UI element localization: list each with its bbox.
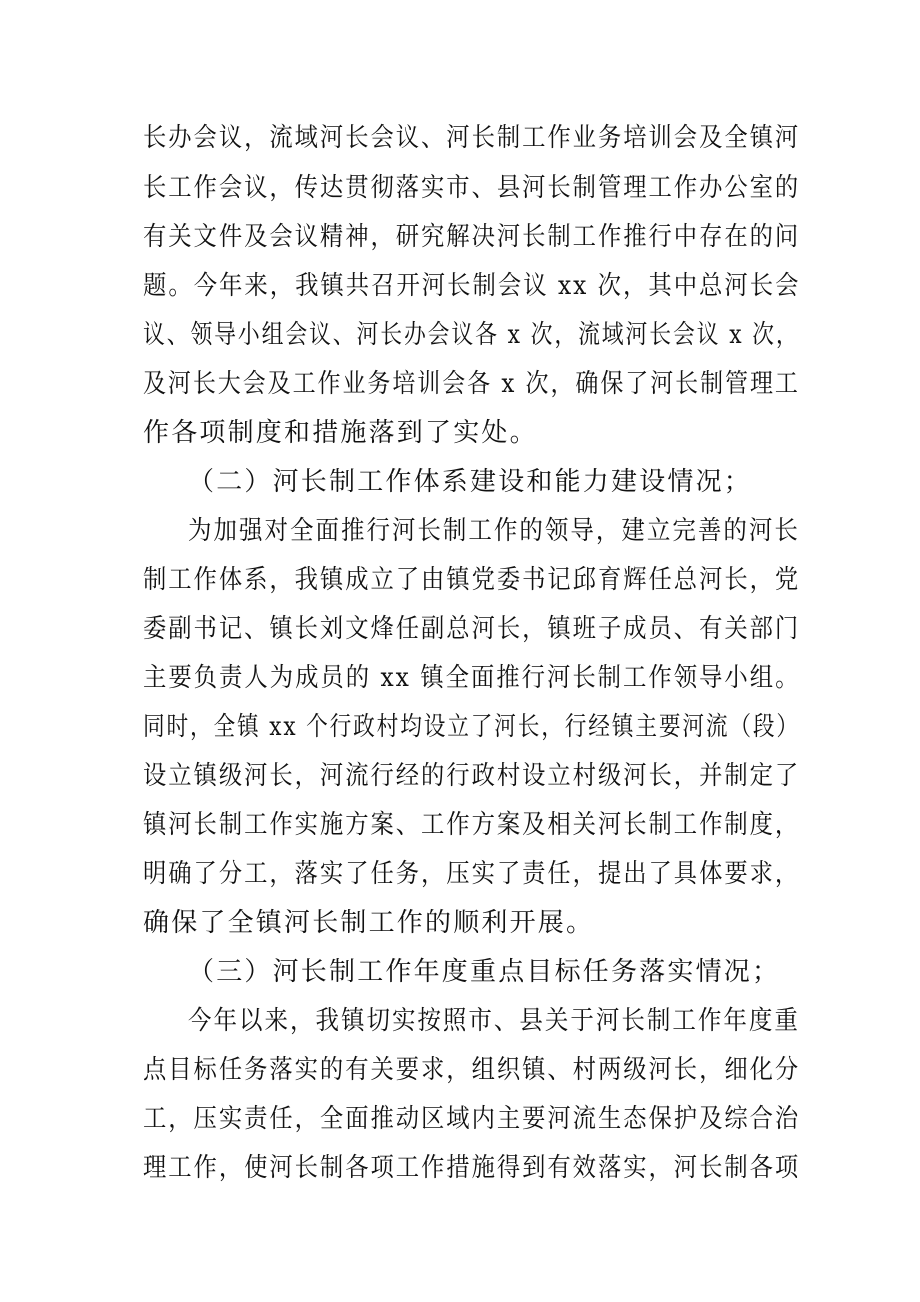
text-line: 长工作会议，传达贯彻落实市、县河长制管理工作办公室的 xyxy=(143,173,801,203)
text-line: 议、领导小组会议、河长办会议各 x 次，流域河长会议 x 次， xyxy=(143,320,800,350)
text-line: 及河长大会及工作业务培训会各 x 次，确保了河长制管理工 xyxy=(143,369,800,399)
text-line: 长办会议，流域河长会议、河长制工作业务培训会及全镇河 xyxy=(143,123,801,153)
text-line: 作各项制度和措施落到了实处。 xyxy=(143,418,538,448)
text-line: 同时，全镇 xx 个行政村均设立了河长，行经镇主要河流（段） xyxy=(143,712,800,742)
text-line: 镇河长制工作实施方案、工作方案及相关河长制工作制度， xyxy=(143,810,801,840)
paragraph-first-line: 今年以来，我镇切实按照市、县关于河长制工作年度重 xyxy=(188,1006,800,1036)
text-line: 点目标任务落实的有关要求，组织镇、村两级河长，细化分 xyxy=(143,1055,801,1085)
text-line: 工，压实责任，全面推动区域内主要河流生态保护及综合治 xyxy=(143,1104,801,1134)
text-line: 理工作，使河长制各项工作措施得到有效落实，河长制各项 xyxy=(143,1153,801,1183)
text-line: 题。今年来，我镇共召开河长制会议 xx 次，其中总河长会 xyxy=(143,271,801,301)
text-line: 有关文件及会议精神，研究解决河长制工作推行中存在的问 xyxy=(143,222,801,252)
paragraph-first-line: 为加强对全面推行河长制工作的领导，建立完善的河长 xyxy=(188,516,800,546)
text-line: 确保了全镇河长制工作的顺利开展。 xyxy=(143,908,595,938)
text-line: 主要负责人为成员的 xx 镇全面推行河长制工作领导小组。 xyxy=(143,663,801,693)
section-heading: （三）河长制工作年度重点目标任务落实情况； xyxy=(188,957,781,987)
text-line: 委副书记、镇长刘文烽任副总河长，镇班子成员、有关部门 xyxy=(143,614,801,644)
text-line: 设立镇级河长，河流行经的行政村设立村级河长，并制定了 xyxy=(143,761,801,791)
text-line: 明确了分工，落实了任务，压实了责任，提出了具体要求， xyxy=(143,859,801,889)
section-heading: （二）河长制工作体系建设和能力建设情况； xyxy=(188,467,753,497)
text-line: 制工作体系，我镇成立了由镇党委书记邱育辉任总河长，党 xyxy=(143,565,801,595)
